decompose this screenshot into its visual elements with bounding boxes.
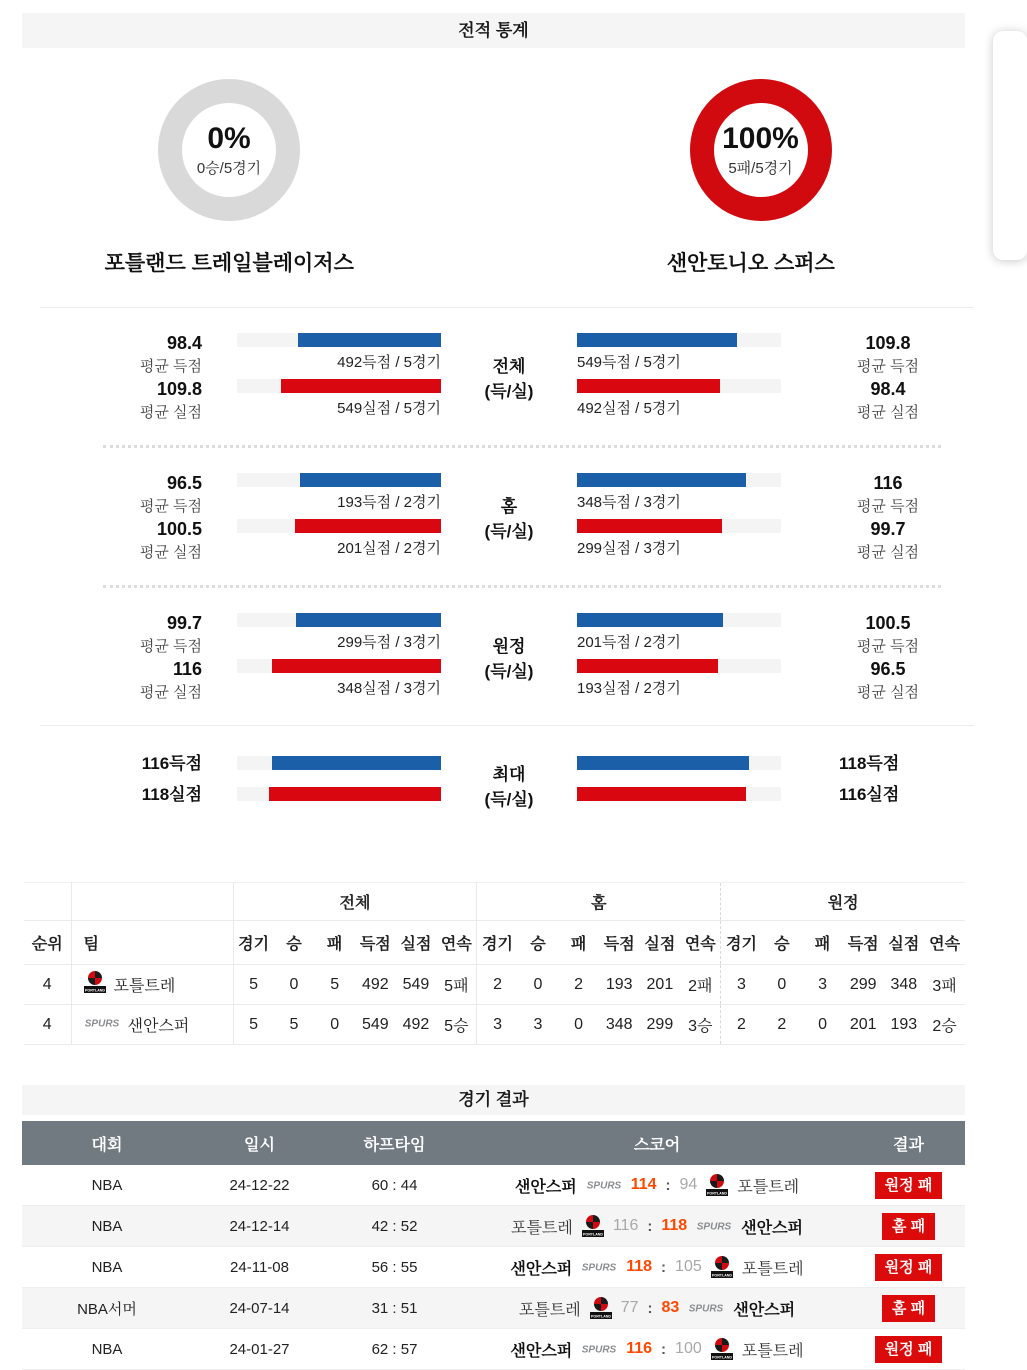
standings-column-header-row: 순위 팀 경기 승 패 득점 실점 연속 경기 승 패 득점 실점 연속 경기 승 패 득점 실점 연속 — [24, 921, 965, 965]
avg-scored-label: 평균 득점 — [139, 358, 202, 375]
avg-conceded-label: 평균 실점 — [856, 404, 920, 421]
result-row: NBA 24-11-08 56 : 55 샌안스퍼 SPURS 118 : 105 PORTLAND 포틀트레 원정 패 — [22, 1247, 965, 1288]
right-team-values — [811, 333, 965, 425]
result-badge: 원정 패 — [875, 1336, 943, 1363]
right-team-donut — [501, 79, 1002, 221]
match-stats-page — [0, 13, 1001, 1360]
max-conceded-value: 116실점 — [839, 785, 900, 804]
scored-caption: 492득점 / 5경기 — [337, 354, 441, 371]
spurs-logo-icon — [581, 1261, 617, 1273]
avg-scored-value: 99.7 — [166, 613, 202, 633]
stat-section-max — [0, 726, 965, 838]
blazers-logo-icon — [84, 970, 106, 999]
avg-scored-label: 평균 득점 — [139, 498, 202, 515]
standings-row-spurs: 4 SPURS 샌안스퍼 5 5 0 549 492 5승 3 3 0 348 299 3승 2 2 0 201 193 2승 — [24, 1005, 965, 1045]
left-team-values — [22, 473, 202, 565]
avg-conceded-value: 96.5 — [870, 659, 906, 679]
spurs-logo-icon — [688, 1302, 724, 1314]
avg-scored-value: 96.5 — [166, 473, 202, 493]
avg-scored-value: 116 — [873, 473, 903, 493]
result-row: NBA 24-12-14 42 : 52 포틀트레 PORTLAND 116 : 118 SPURS 샌안스퍼 홈 패 — [22, 1206, 965, 1247]
bar-track — [237, 473, 441, 487]
svg-text:PORTLAND: PORTLAND — [711, 1355, 732, 1360]
blazers-logo-icon — [582, 1214, 604, 1238]
score-cell: 샌안스퍼 SPURS 118 : 105 PORTLAND 포틀트레 — [462, 1255, 852, 1279]
team-names-row — [0, 247, 1001, 277]
avg-scored-label: 평균 득점 — [856, 358, 920, 375]
section-center-label: 최대 (득/실) — [484, 765, 534, 809]
bar-track — [237, 519, 441, 533]
rank-cell: 4 — [24, 965, 71, 1005]
floating-side-panel[interactable] — [993, 31, 1027, 260]
conceded-bar — [281, 379, 441, 393]
win-rate-donuts — [0, 79, 1001, 221]
standings-group-header-row — [24, 883, 965, 921]
spurs-logo-icon — [696, 1220, 732, 1232]
conceded-bar — [577, 379, 720, 393]
results-section-title: 경기 결과 — [22, 1085, 965, 1115]
scored-bar — [296, 613, 441, 627]
scored-bar — [577, 756, 749, 770]
bar-track — [237, 756, 441, 770]
standings-table — [24, 882, 965, 1045]
bar-track — [577, 519, 781, 533]
conceded-caption: 299실점 / 3경기 — [577, 540, 681, 557]
left-team-values — [22, 333, 202, 425]
avg-scored-label: 평균 득점 — [856, 638, 920, 655]
conceded-bar — [269, 787, 441, 801]
avg-conceded-label: 평균 실점 — [139, 684, 202, 701]
avg-scored-value: 100.5 — [865, 613, 911, 633]
result-badge: 홈 패 — [882, 1295, 935, 1322]
right-team-values — [811, 613, 965, 705]
score-cell: 포틀트레 PORTLAND 116 : 118 SPURS 샌안스퍼 — [462, 1214, 852, 1238]
scored-caption: 549득점 / 5경기 — [577, 354, 681, 371]
col-rank: 순위 — [24, 921, 71, 965]
blazers-logo-icon — [711, 1255, 733, 1279]
svg-text:SPURS: SPURS — [696, 1221, 732, 1233]
svg-text:PORTLAND: PORTLAND — [707, 1191, 728, 1196]
left-team-values — [22, 756, 202, 818]
svg-text:PORTLAND: PORTLAND — [84, 988, 105, 993]
win-rate-ring-red — [690, 79, 832, 221]
right-team-values — [811, 756, 965, 818]
spurs-logo-icon — [581, 1343, 617, 1355]
svg-text:PORTLAND: PORTLAND — [582, 1232, 603, 1237]
stat-section-overall — [0, 308, 965, 445]
avg-scored-value: 98.4 — [166, 333, 202, 353]
result-row: NBA 24-12-22 60 : 44 샌안스퍼 SPURS 114 : 94 PORTLAND 포틀트레 원정 패 — [22, 1165, 965, 1206]
right-team-name: 샌안토니오 스퍼스 — [666, 252, 835, 275]
max-scored-value: 116득점 — [141, 754, 202, 773]
bar-track — [237, 379, 441, 393]
bar-track — [237, 659, 441, 673]
right-team-values — [811, 473, 965, 565]
bar-track — [237, 613, 441, 627]
avg-conceded-value: 100.5 — [156, 519, 202, 539]
team-cell: PORTLAND 포틀트레 — [71, 965, 233, 1005]
conceded-bar — [577, 659, 718, 673]
bar-track — [237, 787, 441, 801]
conceded-caption: 492실점 / 5경기 — [577, 400, 681, 417]
right-team-bars — [577, 333, 781, 425]
scored-bar — [300, 473, 441, 487]
win-record: 5패/5경기 — [728, 159, 793, 177]
avg-scored-label: 평균 득점 — [856, 498, 920, 515]
conceded-caption: 549실점 / 5경기 — [337, 400, 441, 417]
svg-text:SPURS: SPURS — [689, 1303, 724, 1315]
avg-conceded-value: 98.4 — [870, 379, 906, 399]
group-header-overall: 전체 — [233, 883, 477, 921]
col-score: 스코어 — [633, 1136, 681, 1154]
left-team-bars — [237, 473, 441, 565]
avg-conceded-label: 평균 실점 — [139, 404, 202, 421]
bar-track — [577, 787, 781, 801]
conceded-caption: 348실점 / 3경기 — [337, 680, 441, 697]
bar-track — [577, 756, 781, 770]
avg-conceded-value: 116 — [172, 659, 202, 679]
rank-cell: 4 — [24, 1005, 71, 1045]
bar-track — [577, 659, 781, 673]
blazers-logo-icon — [711, 1337, 733, 1361]
conceded-bar — [577, 787, 746, 801]
svg-text:SPURS: SPURS — [586, 1180, 621, 1192]
scored-bar — [298, 333, 441, 347]
bar-track — [237, 333, 441, 347]
right-team-bars — [577, 613, 781, 705]
group-header-home: 홈 — [477, 883, 721, 921]
conceded-bar — [272, 659, 441, 673]
avg-conceded-value: 99.7 — [870, 519, 906, 539]
stat-section-away — [0, 588, 965, 725]
bar-track — [577, 613, 781, 627]
spurs-logo-icon — [84, 1016, 120, 1034]
scored-bar — [577, 473, 746, 487]
result-badge: 홈 패 — [882, 1213, 935, 1240]
stat-section-home — [0, 448, 965, 585]
score-cell: 포틀트레 PORTLAND 77 : 83 SPURS 샌안스퍼 — [462, 1296, 852, 1320]
left-team-name: 포틀랜드 트레일블레이저스 — [104, 252, 354, 275]
scored-bar — [577, 613, 723, 627]
scored-caption: 348득점 / 3경기 — [577, 494, 681, 511]
group-header-away: 원정 — [827, 895, 859, 912]
conceded-bar — [577, 519, 722, 533]
section-center-label: 홈 (득/실) — [484, 497, 534, 541]
svg-text:SPURS: SPURS — [582, 1262, 617, 1274]
left-team-bars — [237, 756, 441, 818]
stats-section-title: 전적 통계 — [22, 13, 965, 48]
conceded-bar — [295, 519, 441, 533]
score-cell: 샌안스퍼 SPURS 114 : 94 PORTLAND 포틀트레 — [462, 1173, 852, 1197]
standings-row-blazers: 4 PORTLAND 포틀트레 5 0 5 492 549 5패 2 0 2 193 201 2패 3 0 3 299 348 3패 — [24, 965, 965, 1005]
result-badge: 원정 패 — [875, 1172, 943, 1199]
results-header-row — [22, 1121, 965, 1165]
win-rate-ring-gray — [158, 79, 300, 221]
left-team-bars — [237, 613, 441, 705]
blazers-logo-icon — [590, 1296, 612, 1320]
bar-track — [577, 379, 781, 393]
win-percentage: 100% — [722, 121, 799, 155]
right-team-bars — [577, 473, 781, 565]
scored-bar — [577, 333, 737, 347]
results-table — [22, 1121, 965, 1370]
col-team: 팀 — [71, 921, 233, 965]
scored-bar — [272, 756, 441, 770]
section-center-label: 원정 (득/실) — [484, 637, 534, 681]
scored-caption: 193득점 / 2경기 — [337, 494, 441, 511]
svg-text:PORTLAND: PORTLAND — [711, 1273, 732, 1278]
left-team-donut — [0, 79, 501, 221]
team-cell: SPURS 샌안스퍼 — [71, 1005, 233, 1045]
result-row: NBA 24-01-27 62 : 57 샌안스퍼 SPURS 116 : 100 PORTLAND 포틀트레 원정 패 — [22, 1329, 965, 1370]
score-cell: 샌안스퍼 SPURS 116 : 100 PORTLAND 포틀트레 — [462, 1337, 852, 1361]
avg-conceded-label: 평균 실점 — [856, 684, 920, 701]
avg-conceded-label: 평균 실점 — [856, 544, 920, 561]
scored-caption: 201득점 / 2경기 — [577, 634, 681, 651]
result-row: NBA서머 24-07-14 31 : 51 포틀트레 PORTLAND 77 : 83 SPURS 샌안스퍼 홈 패 — [22, 1288, 965, 1329]
conceded-caption: 201실점 / 2경기 — [337, 540, 441, 557]
left-team-bars — [237, 333, 441, 425]
svg-text:PORTLAND: PORTLAND — [590, 1314, 611, 1319]
bar-track — [577, 473, 781, 487]
avg-conceded-value: 109.8 — [156, 379, 202, 399]
win-record: 0승/5경기 — [196, 159, 262, 177]
svg-text:SPURS: SPURS — [582, 1344, 617, 1356]
win-percentage: 0% — [207, 121, 251, 155]
spurs-logo-icon — [586, 1179, 622, 1191]
scored-caption: 299득점 / 3경기 — [337, 634, 441, 651]
max-scored-value: 118득점 — [839, 754, 900, 773]
result-badge: 원정 패 — [875, 1254, 943, 1281]
right-team-bars — [577, 756, 781, 818]
col-date: 일시 — [244, 1136, 275, 1154]
avg-scored-label: 평균 득점 — [139, 638, 202, 655]
section-center-label: 전체 (득/실) — [484, 357, 534, 401]
avg-scored-value: 109.8 — [865, 333, 911, 353]
avg-conceded-label: 평균 실점 — [139, 544, 202, 561]
col-league: 대회 — [91, 1136, 123, 1154]
col-result: 결과 — [893, 1136, 924, 1154]
col-halftime: 하프타임 — [363, 1136, 426, 1154]
bar-track — [577, 333, 781, 347]
max-conceded-value: 118실점 — [141, 785, 202, 804]
svg-text:SPURS: SPURS — [84, 1018, 119, 1029]
left-team-values — [22, 613, 202, 705]
blazers-logo-icon — [706, 1173, 728, 1197]
conceded-caption: 193실점 / 2경기 — [577, 680, 681, 697]
